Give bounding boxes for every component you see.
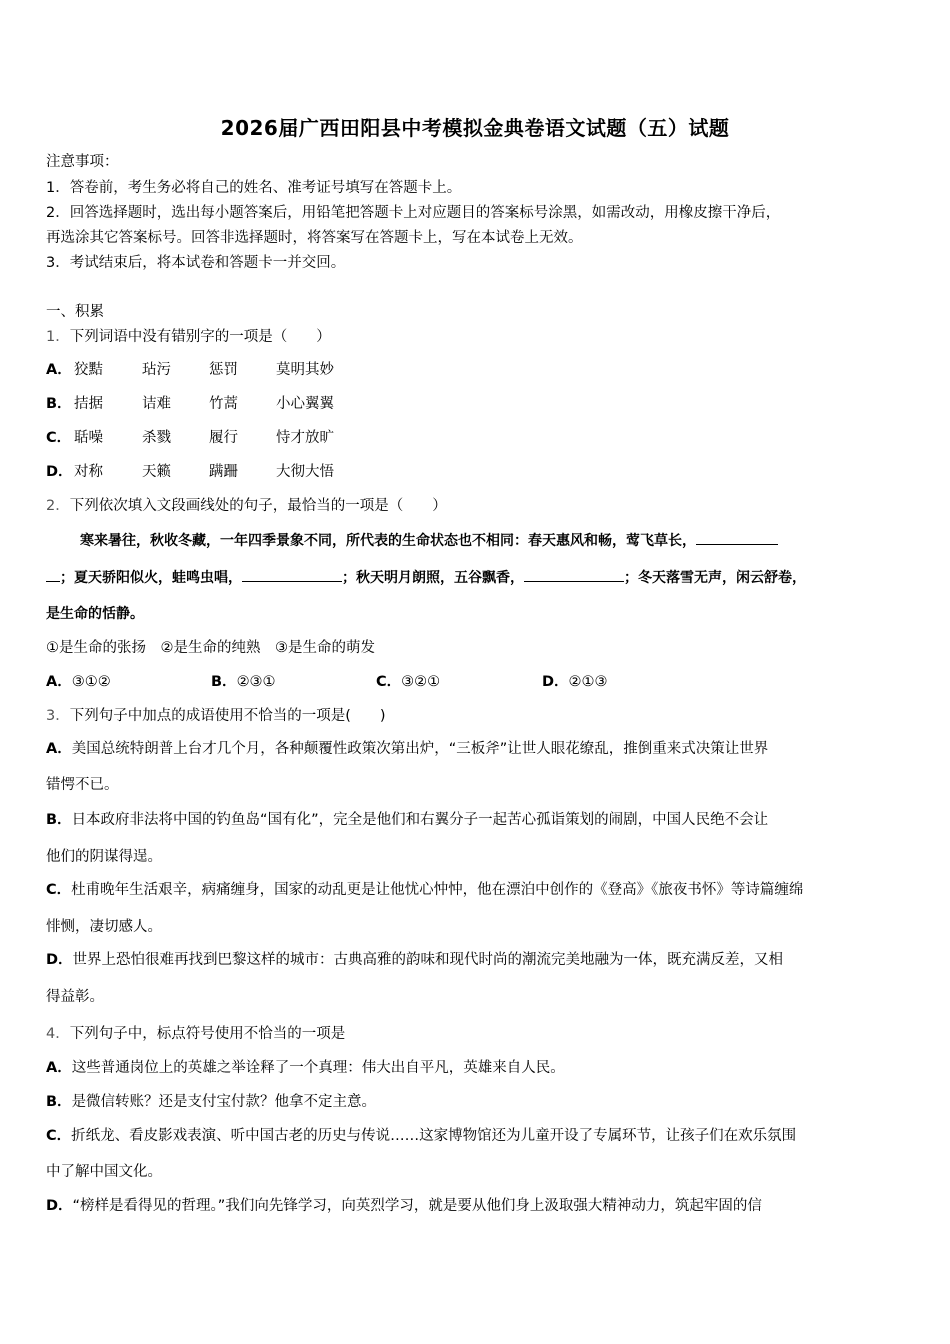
option-text: ③①②	[71, 674, 111, 690]
passage-line: 是生命的恬静。	[46, 606, 144, 622]
question-number: 3．	[46, 708, 70, 724]
option-label: A．	[46, 362, 72, 378]
option-line: 中了解中国文化。	[46, 1164, 162, 1180]
option	[542, 672, 608, 692]
question-number: 2．	[46, 498, 70, 514]
question-text: 下列句子中加点的成语使用不恰当的一项是( )	[69, 708, 386, 724]
option-label: B．	[46, 812, 72, 828]
passage-text: ；冬天落雪无声，闲云舒卷，	[624, 570, 806, 586]
option	[46, 672, 111, 692]
option-word: 恃才放旷	[276, 430, 334, 446]
option-label: C．	[46, 1128, 72, 1144]
option-line	[46, 1126, 796, 1146]
option-line	[46, 1058, 565, 1078]
option-word: 履行	[209, 430, 238, 446]
option-word: 竹蒿	[209, 396, 238, 412]
option-word: 对称	[74, 464, 103, 480]
option-word: 小心翼翼	[276, 396, 334, 412]
option-label: A．	[46, 674, 72, 690]
passage-line	[46, 567, 806, 588]
option-label: A．	[46, 741, 72, 757]
option-word: 诘难	[142, 396, 171, 412]
passage-text: 寒来暑往，秋收冬藏，一年四季景象不同，所代表的生命状态也不相同：春天惠风和畅，莺飞草长，	[80, 533, 696, 549]
option-line: 得益彰。	[46, 989, 104, 1005]
option-label: C．	[46, 430, 72, 446]
option	[376, 672, 440, 692]
option-word: 拮据	[74, 396, 103, 412]
option-text: 世界上恐怕很难再找到巴黎这样的城市：古典高雅的韵味和现代时尚的潮流完美地融为一体，既充满反差，又相	[72, 952, 784, 968]
option-word: 天籁	[142, 464, 171, 480]
option-line	[46, 880, 803, 900]
question-number: 1．	[46, 329, 70, 345]
option-text: ③②①	[401, 674, 441, 690]
option	[211, 672, 276, 692]
choices-line: ①是生命的张扬 ②是生命的纯熟 ③是生命的萌发	[46, 640, 375, 656]
section-heading: 一、积累	[46, 304, 104, 320]
option-text: 杜甫晚年生活艰辛，病痛缠身，国家的动乱更是让他忧心忡忡，他在漂泊中创作的《登高》《旅夜书怀》等诗篇缠绵	[71, 882, 804, 898]
passage-line	[80, 530, 778, 551]
option-text: 日本政府非法将中国的钓鱼岛“国有化”，完全是他们和右翼分子一起苦心孤诣策划的闹剧，中国人民绝不会让	[71, 812, 769, 828]
option-word: 聒噪	[74, 430, 103, 446]
page-title: 2026届广西田阳县中考模拟金典卷语文试题（五）试题	[220, 116, 730, 140]
fill-blank	[696, 530, 778, 545]
option-line: 他们的阴谋得逞。	[46, 849, 162, 865]
option-word: 狡黠	[74, 362, 103, 378]
question-4-stem	[46, 1024, 345, 1044]
option-label: D．	[542, 674, 569, 690]
option-label: D．	[46, 464, 73, 480]
question-1-stem	[46, 327, 331, 347]
option-word: 蹒跚	[209, 464, 238, 480]
option-word: 杀戮	[142, 430, 171, 446]
option-word: 大彻大悟	[276, 464, 334, 480]
option-text: ②①③	[568, 674, 608, 690]
option-text: 是微信转账？还是支付宝付款？他拿不定主意。	[71, 1094, 377, 1110]
option-line: 悱恻，凄切感人。	[46, 919, 162, 935]
option-word: 玷污	[142, 362, 171, 378]
notice-line: 2．回答选择题时，选出每小题答案后，用铅笔把答题卡上对应题目的答案标号涂黑，如需改动，用橡皮擦干净后，	[46, 205, 781, 221]
option-line	[46, 810, 768, 830]
option-text: 折纸龙、看皮影戏表演、听中国古老的历史与传说……这家博物馆还为儿童开设了专属环节，让孩子们在欢乐氛围	[71, 1128, 797, 1144]
option-word: 莫明其妙	[276, 362, 334, 378]
question-2-stem	[46, 496, 447, 516]
option-line	[46, 1092, 376, 1112]
question-number: 4．	[46, 1026, 70, 1042]
option-label: D．	[46, 952, 73, 968]
option-label: B．	[46, 1094, 72, 1110]
option-line	[46, 950, 783, 970]
fill-blank	[46, 567, 60, 582]
option-text: 这些普通岗位上的英雄之举诠释了一个真理：伟大出自平凡，英雄来自人民。	[71, 1060, 565, 1076]
question-text: 下列句子中，标点符号使用不恰当的一项是	[69, 1026, 346, 1042]
option-word: 惩罚	[209, 362, 238, 378]
option-text: ②③①	[236, 674, 276, 690]
option-line	[46, 1196, 762, 1216]
question-3-stem	[46, 706, 386, 726]
option-label: B．	[46, 396, 72, 412]
notice-line: 1．答卷前，考生务必将自己的姓名、准考证号填写在答题卡上。	[46, 180, 462, 196]
option-label: C．	[46, 882, 72, 898]
notice-line: 再选涂其它答案标号。回答非选择题时，将答案写在答题卡上，写在本试卷上无效。	[46, 230, 583, 246]
fill-blank	[242, 567, 342, 582]
notice-heading: 注意事项：	[46, 154, 119, 170]
fill-blank	[524, 567, 624, 582]
option-label: C．	[376, 674, 402, 690]
question-text: 下列词语中没有错别字的一项是（ ）	[69, 329, 331, 345]
option-label: B．	[211, 674, 237, 690]
question-text: 下列依次填入文段画线处的句子，最恰当的一项是（ ）	[69, 498, 447, 514]
notice-line: 3．考试结束后，将本试卷和答题卡一并交回。	[46, 255, 346, 271]
option-line: 错愕不已。	[46, 777, 119, 793]
option-text: “榜样是看得见的哲理。”我们向先锋学习，向英烈学习，就是要从他们身上汲取强大精神动力，筑起牢固的信	[72, 1198, 762, 1214]
passage-text: ；秋天明月朗照，五谷飘香，	[342, 570, 524, 586]
option-text: 美国总统特朗普上台才几个月，各种颠覆性政策次第出炉，“三板斧”让世人眼花缭乱，推倒重来式决策让世界	[71, 741, 769, 757]
option-line	[46, 739, 768, 759]
option-label: A．	[46, 1060, 72, 1076]
option-label: D．	[46, 1198, 73, 1214]
passage-text: ；夏天骄阳似火，蛙鸣虫唱，	[60, 570, 242, 586]
